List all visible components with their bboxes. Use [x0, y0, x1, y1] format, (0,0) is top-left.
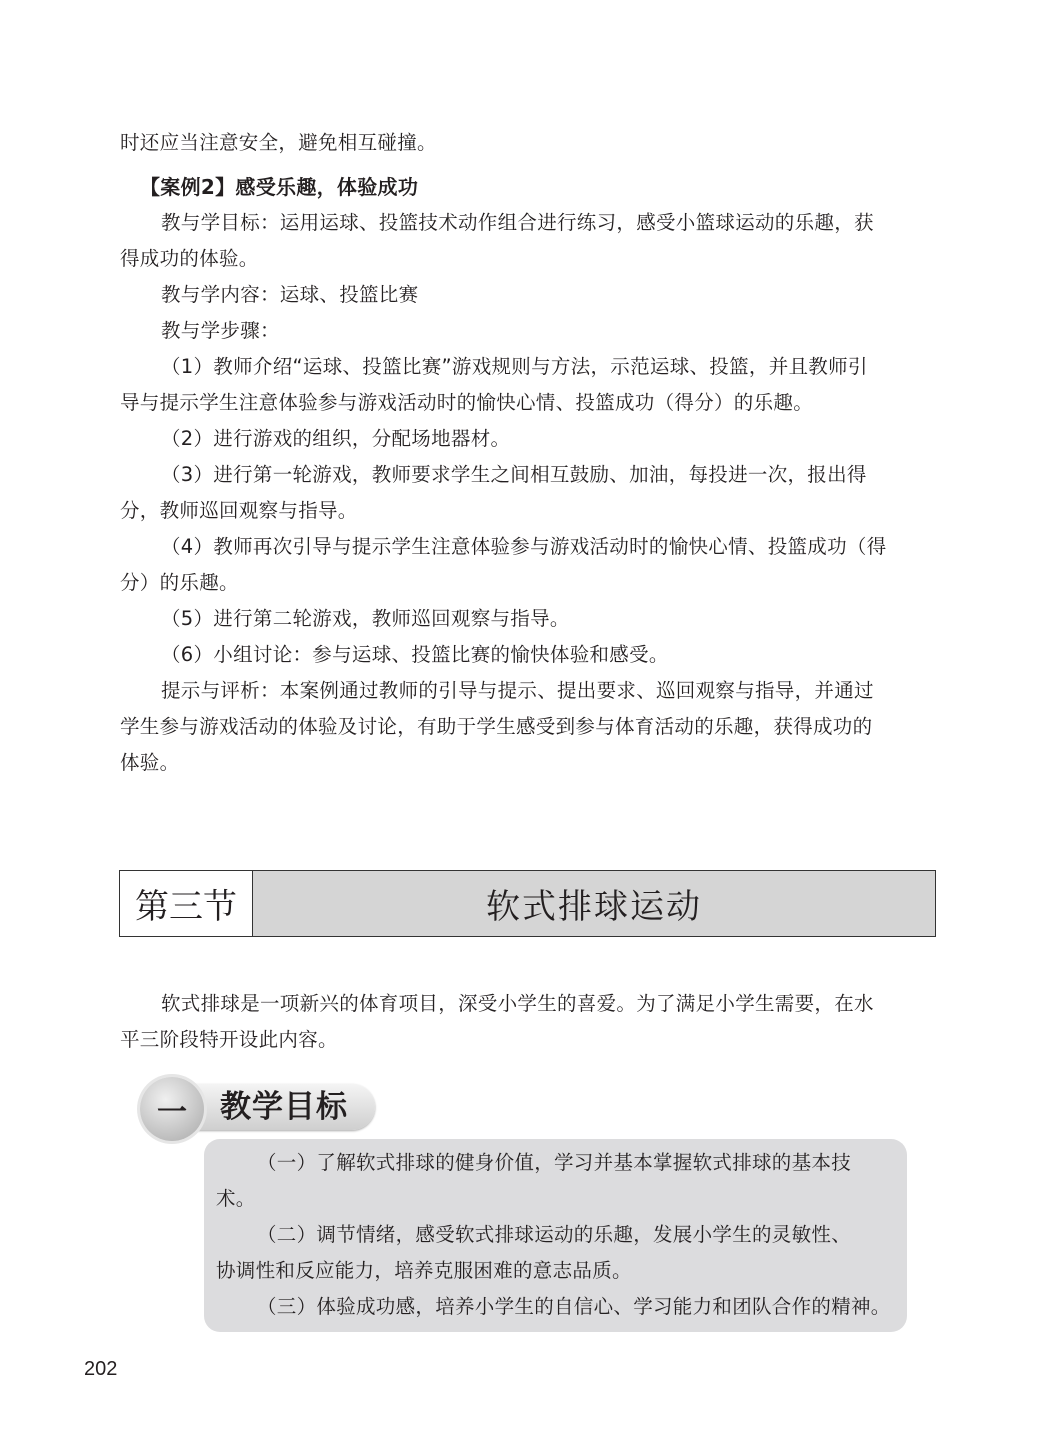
subsection-number: 一: [140, 1077, 204, 1141]
subsection-badge: [140, 1078, 376, 1136]
goal-item: 术。: [216, 1187, 256, 1210]
section-number: 第三节: [120, 871, 253, 936]
goal-item: （一）了解软式排球的健身价值，学习并基本掌握软式排球的基本技: [257, 1151, 852, 1174]
step-line: 导与提示学生注意体验参与游戏活动时的愉快心情、投篮成功（得分）的乐趣。: [120, 391, 814, 414]
review-line: 学生参与游戏活动的体验及讨论，有助于学生感受到参与体育活动的乐趣，获得成功的: [120, 715, 873, 738]
case-block: [120, 125, 940, 781]
goal-item: 协调性和反应能力，培养克服困难的意志品质。: [216, 1259, 632, 1282]
steps-label: 教与学步骤：: [161, 319, 280, 342]
goal-line: 教与学目标：运用运球、投篮技术动作组合进行练习，感受小篮球运动的乐趣，获: [161, 211, 874, 234]
goal-line: 得成功的体验。: [120, 247, 259, 270]
goals-box: [204, 1139, 907, 1332]
review-line: 提示与评析：本案例通过教师的引导与提示、提出要求、巡回观察与指导，并通过: [161, 679, 874, 702]
page-number: 202: [84, 1358, 118, 1380]
review-line: 体验。: [120, 751, 180, 774]
step-line: （3）进行第一轮游戏，教师要求学生之间相互鼓励、加油，每投进一次，报出得: [161, 463, 867, 486]
intro-line: 平三阶段特开设此内容。: [120, 1028, 338, 1051]
case-title: 【案例2】感受乐趣，体验成功: [140, 175, 419, 199]
step-line: （4）教师再次引导与提示学生注意体验参与游戏活动时的愉快心情、投篮成功（得: [161, 535, 887, 558]
intro-line: 软式排球是一项新兴的体育项目，深受小学生的喜爱。为了满足小学生需要，在水: [161, 992, 874, 1015]
step-line: （2）进行游戏的组织，分配场地器材。: [161, 427, 511, 450]
step-line: 分，教师巡回观察与指导。: [120, 499, 358, 522]
section-header: [119, 870, 936, 937]
goal-item: （三）体验成功感，培养小学生的自信心、学习能力和团队合作的精神。: [257, 1295, 891, 1318]
intro-block: [120, 986, 940, 1058]
subsection-title: 教学目标: [220, 1089, 348, 1125]
step-line: （1）教师介绍“运球、投篮比赛”游戏规则与方法，示范运球、投篮，并且教师引: [161, 355, 868, 378]
step-line: （6）小组讨论：参与运球、投篮比赛的愉快体验和感受。: [161, 643, 669, 666]
goal-item: （二）调节情绪，感受软式排球运动的乐趣，发展小学生的灵敏性、: [257, 1223, 852, 1246]
step-line: 分）的乐趣。: [120, 571, 239, 594]
continuation-text: 时还应当注意安全，避免相互碰撞。: [120, 131, 437, 154]
section-title: 软式排球运动: [253, 871, 935, 936]
step-line: （5）进行第二轮游戏，教师巡回观察与指导。: [161, 607, 570, 630]
content-line: 教与学内容：运球、投篮比赛: [161, 283, 419, 306]
